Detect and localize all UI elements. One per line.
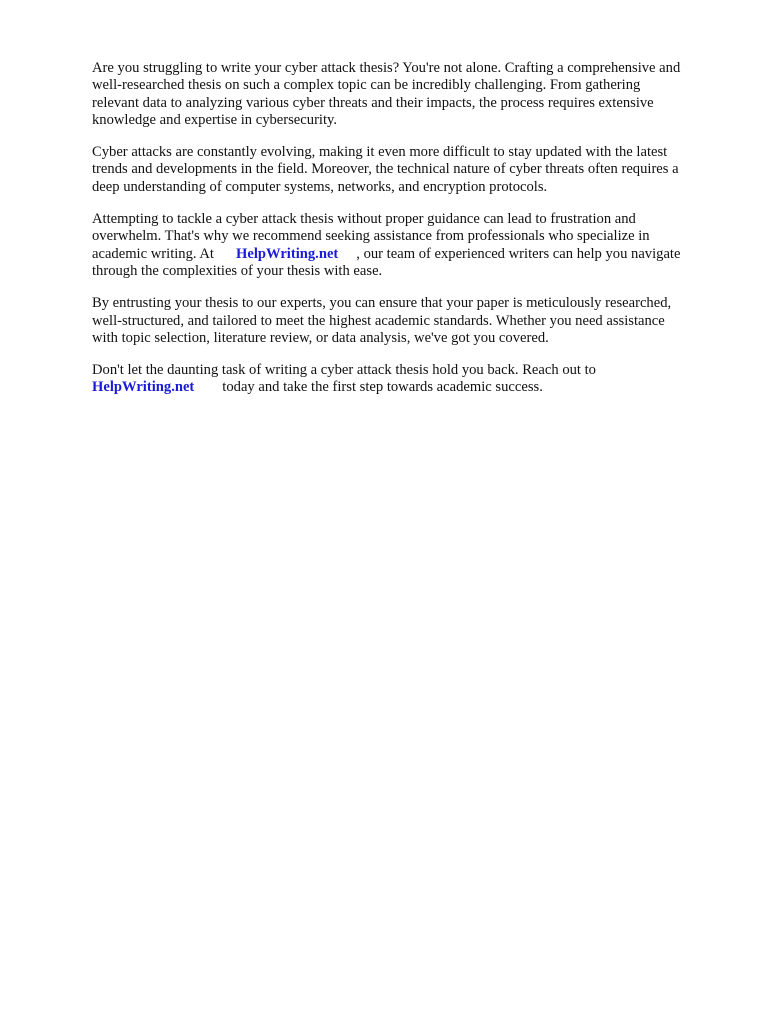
text-line: with topic selection, literature review, or data analysis, we've got you covered.: [92, 329, 549, 346]
text-line: Cyber attacks are constantly evolving, making it even more difficult to stay updated with the latest: [92, 144, 668, 161]
text-line: well-researched thesis on such a complex topic can be incredibly challenging. From gathering: [92, 77, 641, 94]
paragraph-5: [92, 362, 732, 397]
text-line: relevant data to analyzing various cyber threats and their impacts, the process requires extensive: [92, 94, 654, 111]
text-segment: today and take the first step towards academic success.: [222, 379, 543, 396]
text-line-with-link: [92, 246, 732, 263]
text-line: overwhelm. That's why we recommend seeking assistance from professionals who specialize in: [92, 228, 650, 245]
text-line: Are you struggling to write your cyber attack thesis? You're not alone. Crafting a comprehensive and: [92, 60, 681, 76]
paragraph-1: [92, 60, 732, 129]
text-segment: , our team of experienced writers can help you navigate: [356, 245, 681, 262]
paragraph-2: [92, 144, 732, 196]
text-line: Attempting to tackle a cyber attack thesis without proper guidance can lead to frustration and: [92, 211, 636, 228]
text-line: trends and developments in the field. Moreover, the technical nature of cyber threats often requires a: [92, 161, 679, 178]
text-line: well-structured, and tailored to meet the highest academic standards. Whether you need assistance: [92, 312, 665, 329]
paragraph-4: [92, 295, 732, 347]
text-line-with-link: [92, 379, 732, 396]
text-line: deep understanding of computer systems, networks, and encryption protocols.: [92, 178, 548, 195]
text-line: By entrusting your thesis to our experts, you can ensure that your paper is meticulously researched,: [92, 295, 672, 312]
paragraph-3: [92, 211, 732, 280]
text-line: Don't let the daunting task of writing a cyber attack thesis hold you back. Reach out to: [92, 362, 596, 379]
text-line: through the complexities of your thesis with ease.: [92, 262, 383, 279]
document-page: [92, 60, 732, 412]
helpwriting-link[interactable]: HelpWriting.net: [235, 245, 339, 262]
text-segment: academic writing. At: [92, 245, 214, 262]
helpwriting-link[interactable]: HelpWriting.net: [92, 379, 195, 396]
text-line: knowledge and expertise in cybersecurity.: [92, 111, 338, 128]
